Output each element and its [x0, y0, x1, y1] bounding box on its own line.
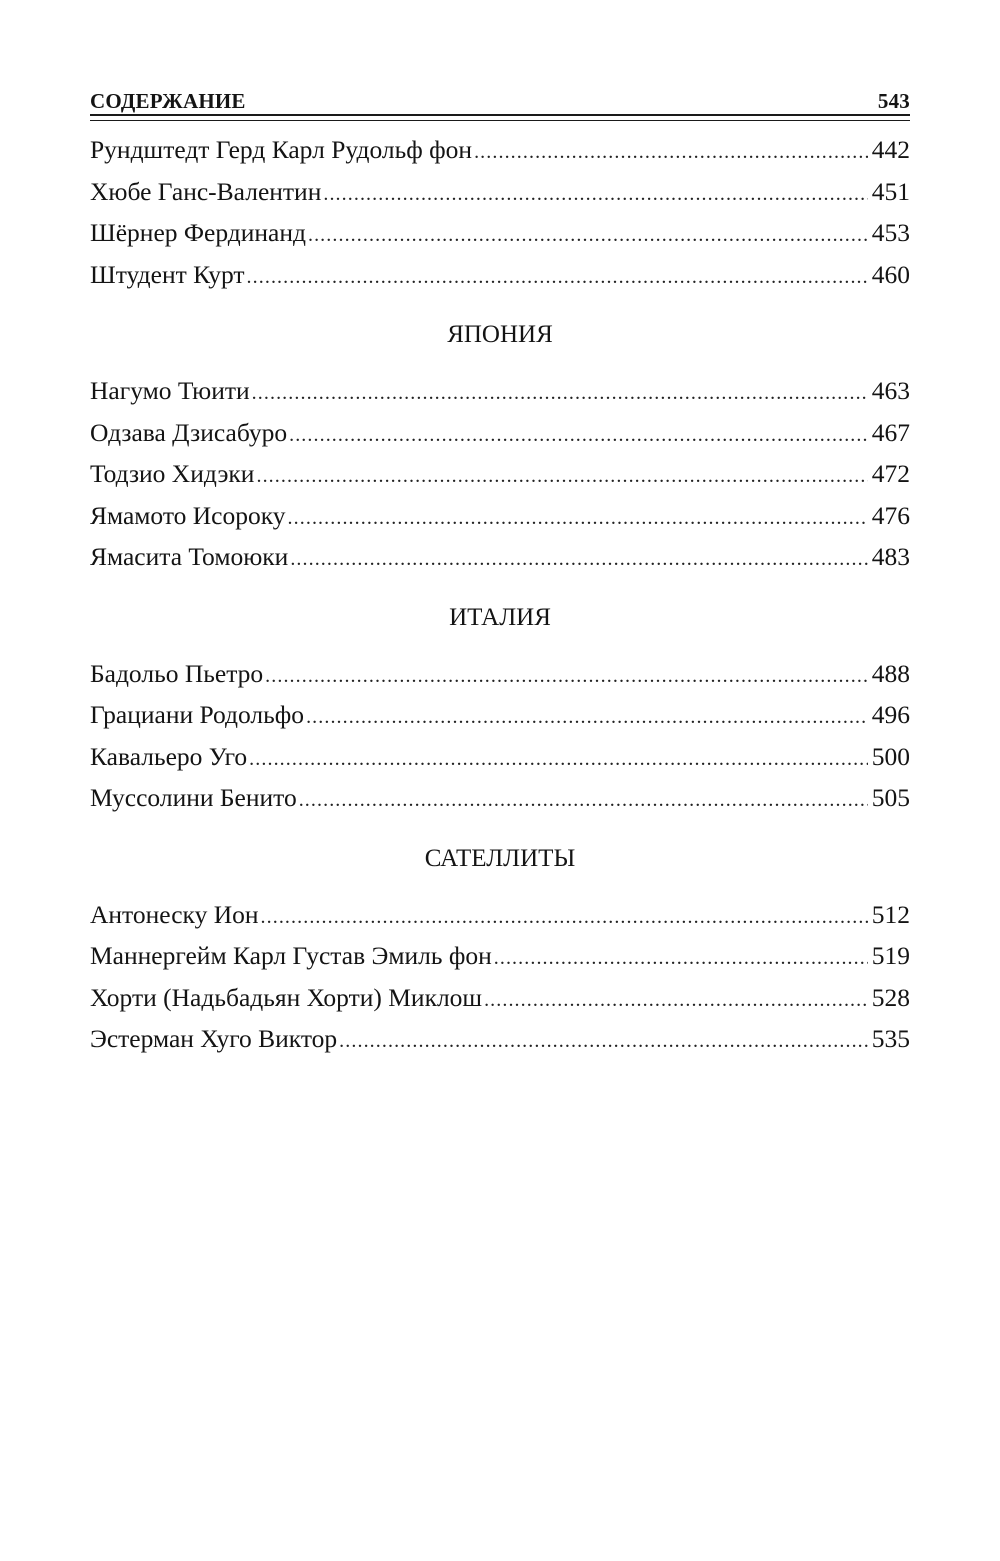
toc-entry: [90, 495, 910, 537]
toc-section: [90, 129, 910, 295]
toc-entry-name: Рундштедт Герд Карл Рудольф фон: [90, 135, 473, 164]
toc-entry: [90, 254, 910, 296]
toc-entry-page: 496: [871, 700, 910, 729]
toc-entry: [90, 653, 910, 695]
toc-entry: [90, 212, 910, 254]
toc-entry-name: Нагумо Тюити: [90, 376, 250, 405]
dot-leader: [252, 373, 868, 415]
toc-entry-name: Тодзио Хидэки: [90, 459, 255, 488]
toc-entry-page: 463: [871, 376, 910, 405]
toc-entry-name: Одзава Дзисабуро: [90, 417, 288, 447]
toc-entry-page: 505: [871, 783, 910, 812]
header-rule-thin: [90, 120, 910, 121]
toc-entry-page: 451: [871, 176, 910, 206]
toc-entry-name: Муссолини Бенито: [90, 783, 297, 812]
dot-leader: [261, 897, 868, 939]
toc-entry: [90, 894, 910, 936]
dot-leader: [484, 980, 868, 1022]
toc-entry-page: 472: [871, 459, 910, 488]
dot-leader: [265, 656, 868, 698]
toc-entry: [90, 977, 910, 1019]
toc-entry: [90, 1018, 910, 1060]
toc-entry-name: Бадольо Пьетро: [90, 658, 264, 688]
section-heading: ЯПОНИЯ: [447, 321, 553, 348]
section-heading: ИТАЛИЯ: [449, 603, 551, 631]
toc-entry-page: 476: [871, 500, 910, 530]
toc-entry: [90, 412, 910, 454]
dot-leader: [494, 938, 868, 980]
toc-entry-page: 512: [871, 899, 910, 929]
toc-entry: [90, 370, 910, 412]
toc-entry-page: 528: [871, 982, 910, 1012]
header-rule-thick: [90, 114, 910, 116]
toc-section: [90, 306, 910, 578]
toc-entry: [90, 935, 910, 977]
dot-leader: [323, 174, 867, 216]
section-heading: САТЕЛЛИТЫ: [424, 844, 576, 872]
header-page-number: 543: [877, 89, 910, 113]
toc-entry-name: Ямамото Исороку: [90, 500, 286, 530]
dot-leader: [290, 539, 867, 581]
toc-entry: [90, 694, 910, 736]
toc-entry-page: 488: [871, 658, 910, 688]
toc-entry-name: Хорти (Надьбадьян Хорти) Миклош: [90, 982, 483, 1012]
toc-entry-name: Хюбе Ганс-Валентин: [90, 176, 322, 206]
toc-entry-name: Ямасита Томоюки: [90, 542, 289, 571]
toc-entry: [90, 171, 910, 213]
book-page: [90, 0, 910, 1561]
toc-entry: [90, 129, 910, 171]
toc-entry-name: Кавальеро Уго: [90, 741, 248, 771]
toc-entry: [90, 536, 910, 578]
running-header: [90, 82, 910, 114]
dot-leader: [256, 456, 867, 498]
toc-entry-page: 500: [871, 741, 910, 771]
toc-entry-page: 467: [871, 417, 910, 447]
toc-entry-name: Эстерман Хуго Виктор: [90, 1024, 338, 1053]
toc-entry: [90, 736, 910, 778]
dot-leader: [249, 739, 868, 781]
dot-leader: [299, 780, 868, 822]
dot-leader: [306, 697, 868, 739]
toc-entry-name: Маннергейм Карл Густав Эмиль фон: [90, 941, 492, 970]
table-of-contents: [90, 129, 910, 1060]
toc-entry-page: 453: [871, 218, 910, 247]
dot-leader: [339, 1021, 868, 1063]
toc-entry: [90, 777, 910, 819]
toc-entry-page: 460: [871, 259, 910, 289]
toc-entry-page: 442: [871, 135, 910, 164]
header-title: СОДЕРЖАНИЕ: [90, 89, 246, 113]
toc-entry-page: 519: [871, 941, 910, 970]
toc-entry-page: 535: [871, 1024, 910, 1053]
toc-section: [90, 830, 910, 1060]
toc-entry-name: Грациани Родольфо: [90, 700, 305, 729]
toc-entry-page: 483: [871, 542, 910, 571]
toc-entry-name: Антонеску Ион: [90, 899, 259, 929]
dot-leader: [474, 132, 868, 174]
dot-leader: [247, 257, 868, 299]
toc-entry-name: Штудент Курт: [90, 259, 245, 289]
toc-entry-name: Шёрнер Фердинанд: [90, 218, 306, 247]
dot-leader: [308, 215, 868, 257]
toc-section: [90, 589, 910, 819]
toc-entry: [90, 453, 910, 495]
dot-leader: [289, 415, 868, 457]
dot-leader: [288, 498, 868, 540]
